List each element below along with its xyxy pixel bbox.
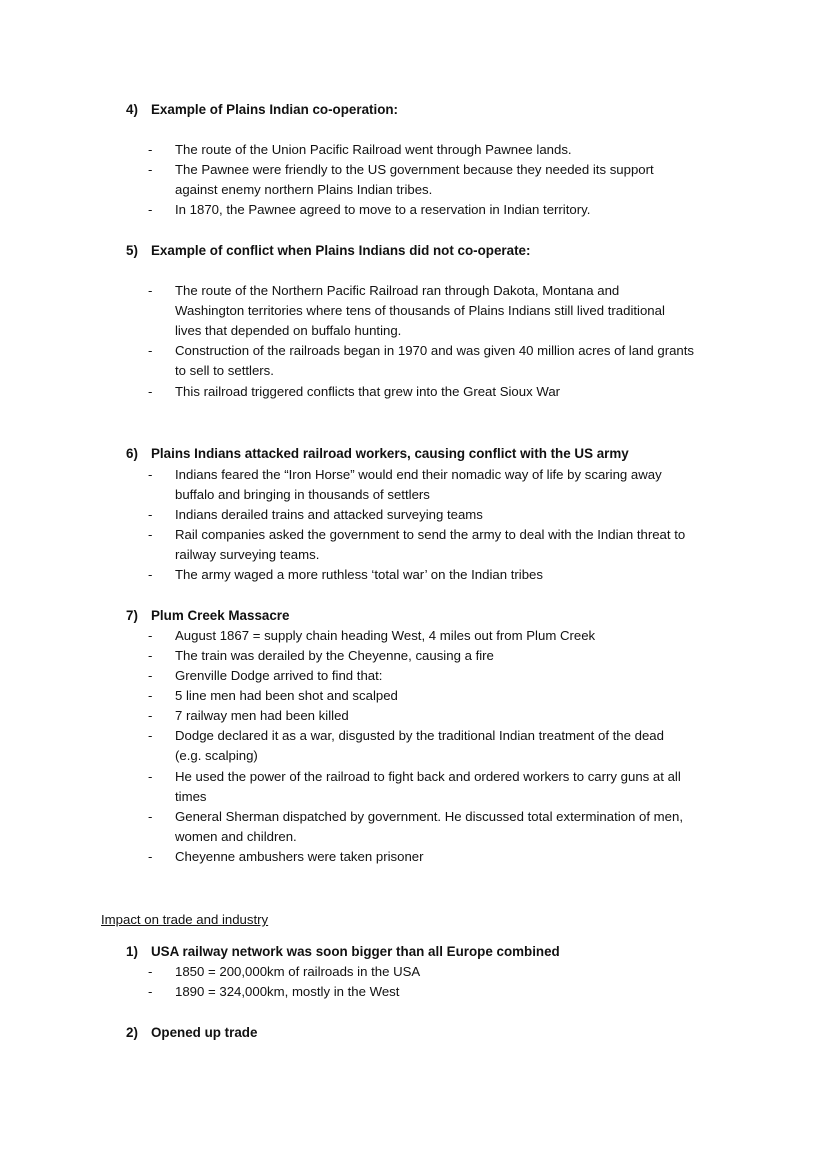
- bullet-continuation: railway surveying teams.: [175, 547, 320, 562]
- section-title: USA railway network was soon bigger than all Europe combined: [151, 944, 560, 959]
- bullet-dash: -: [148, 202, 153, 217]
- section-6-heading: [126, 446, 629, 461]
- bullet-text: Construction of the railroads began in 1970 and was given 40 million acres of land grants: [175, 343, 695, 358]
- section-title: Example of Plains Indian co-operation:: [151, 102, 399, 117]
- section-title: Plum Creek Massacre: [151, 608, 290, 623]
- bullet-dash: -: [148, 769, 153, 784]
- bullet-dash: -: [148, 984, 153, 999]
- bullet-text: The Pawnee were friendly to the US government because they needed its support: [175, 162, 654, 177]
- bullet-continuation: Washington territories where tens of thousands of Plains Indians still lived traditional: [175, 303, 665, 318]
- bullet-text: In 1870, the Pawnee agreed to move to a reservation in Indian territory.: [175, 202, 591, 217]
- section-title: Example of conflict when Plains Indians did not co-operate:: [151, 243, 531, 258]
- bullet-dash: -: [148, 728, 153, 743]
- section-number: 7): [126, 608, 138, 623]
- bullet-dash: -: [148, 849, 153, 864]
- bullet-text: 1890 = 324,000km, mostly in the West: [175, 984, 400, 999]
- bullet-dash: -: [148, 343, 153, 358]
- section-number: 2): [126, 1025, 138, 1040]
- bullet-text: The route of the Northern Pacific Railroad ran through Dakota, Montana and: [175, 283, 620, 298]
- bullet-dash: -: [148, 688, 153, 703]
- bullet-text: Cheyenne ambushers were taken prisoner: [175, 849, 424, 864]
- bullet-dash: -: [148, 648, 153, 663]
- bullet-continuation: (e.g. scalping): [175, 748, 258, 763]
- bullet-text: Rail companies asked the government to send the army to deal with the Indian threat to: [175, 527, 686, 542]
- bullet-dash: -: [148, 162, 153, 177]
- bullet-text: The train was derailed by the Cheyenne, causing a fire: [175, 648, 494, 663]
- bullet-text: The army waged a more ruthless ‘total war’ on the Indian tribes: [175, 567, 543, 582]
- bullet-dash: -: [148, 467, 153, 482]
- bullet-dash: -: [148, 628, 153, 643]
- bullet-dash: -: [148, 708, 153, 723]
- section-4-heading: [126, 102, 398, 117]
- impact-1-heading: [126, 944, 560, 959]
- bullet-continuation: against enemy northern Plains Indian tribes.: [175, 182, 433, 197]
- section-number: 5): [126, 243, 138, 258]
- bullet-dash: -: [148, 668, 153, 683]
- bullet-text: Indians derailed trains and attacked surveying teams: [175, 507, 483, 522]
- bullet-dash: -: [148, 964, 153, 979]
- bullet-text: General Sherman dispatched by government. He discussed total extermination of men,: [175, 809, 683, 824]
- bullet-continuation: lives that depended on buffalo hunting.: [175, 323, 402, 338]
- bullet-continuation: women and children.: [175, 829, 297, 844]
- bullet-text: August 1867 = supply chain heading West, 4 miles out from Plum Creek: [175, 628, 596, 643]
- bullet-dash: -: [148, 384, 153, 399]
- bullet-dash: -: [148, 527, 153, 542]
- bullet-text: 5 line men had been shot and scalped: [175, 688, 398, 703]
- bullet-text: The route of the Union Pacific Railroad went through Pawnee lands.: [175, 142, 572, 157]
- bullet-continuation: to sell to settlers.: [175, 363, 274, 378]
- bullet-dash: -: [148, 283, 153, 298]
- bullet-text: 1850 = 200,000km of railroads in the USA: [175, 964, 421, 979]
- impact-2-heading: [126, 1025, 257, 1040]
- section-title: Opened up trade: [151, 1025, 258, 1040]
- bullet-text: He used the power of the railroad to fight back and ordered workers to carry guns at all: [175, 769, 681, 784]
- bullet-continuation: times: [175, 789, 207, 804]
- bullet-text: Grenville Dodge arrived to find that:: [175, 668, 383, 683]
- section-number: 4): [126, 102, 138, 117]
- bullet-text: This railroad triggered conflicts that grew into the Great Sioux War: [175, 384, 561, 399]
- section-5-heading: [126, 243, 530, 258]
- section-7-heading: [126, 608, 289, 623]
- bullet-text: Dodge declared it as a war, disgusted by the traditional Indian treatment of the dead: [175, 728, 664, 743]
- bullet-text: 7 railway men had been killed: [175, 708, 349, 723]
- bullet-dash: -: [148, 507, 153, 522]
- impact-section-title: Impact on trade and industry: [101, 912, 269, 927]
- bullet-continuation: buffalo and bringing in thousands of settlers: [175, 487, 430, 502]
- bullet-dash: -: [148, 567, 153, 582]
- bullet-text: Indians feared the “Iron Horse” would end their nomadic way of life by scaring away: [175, 467, 662, 482]
- bullet-dash: -: [148, 809, 153, 824]
- section-number: 1): [126, 944, 138, 959]
- section-title: Plains Indians attacked railroad workers, causing conflict with the US army: [151, 446, 629, 461]
- bullet-dash: -: [148, 142, 153, 157]
- section-number: 6): [126, 446, 138, 461]
